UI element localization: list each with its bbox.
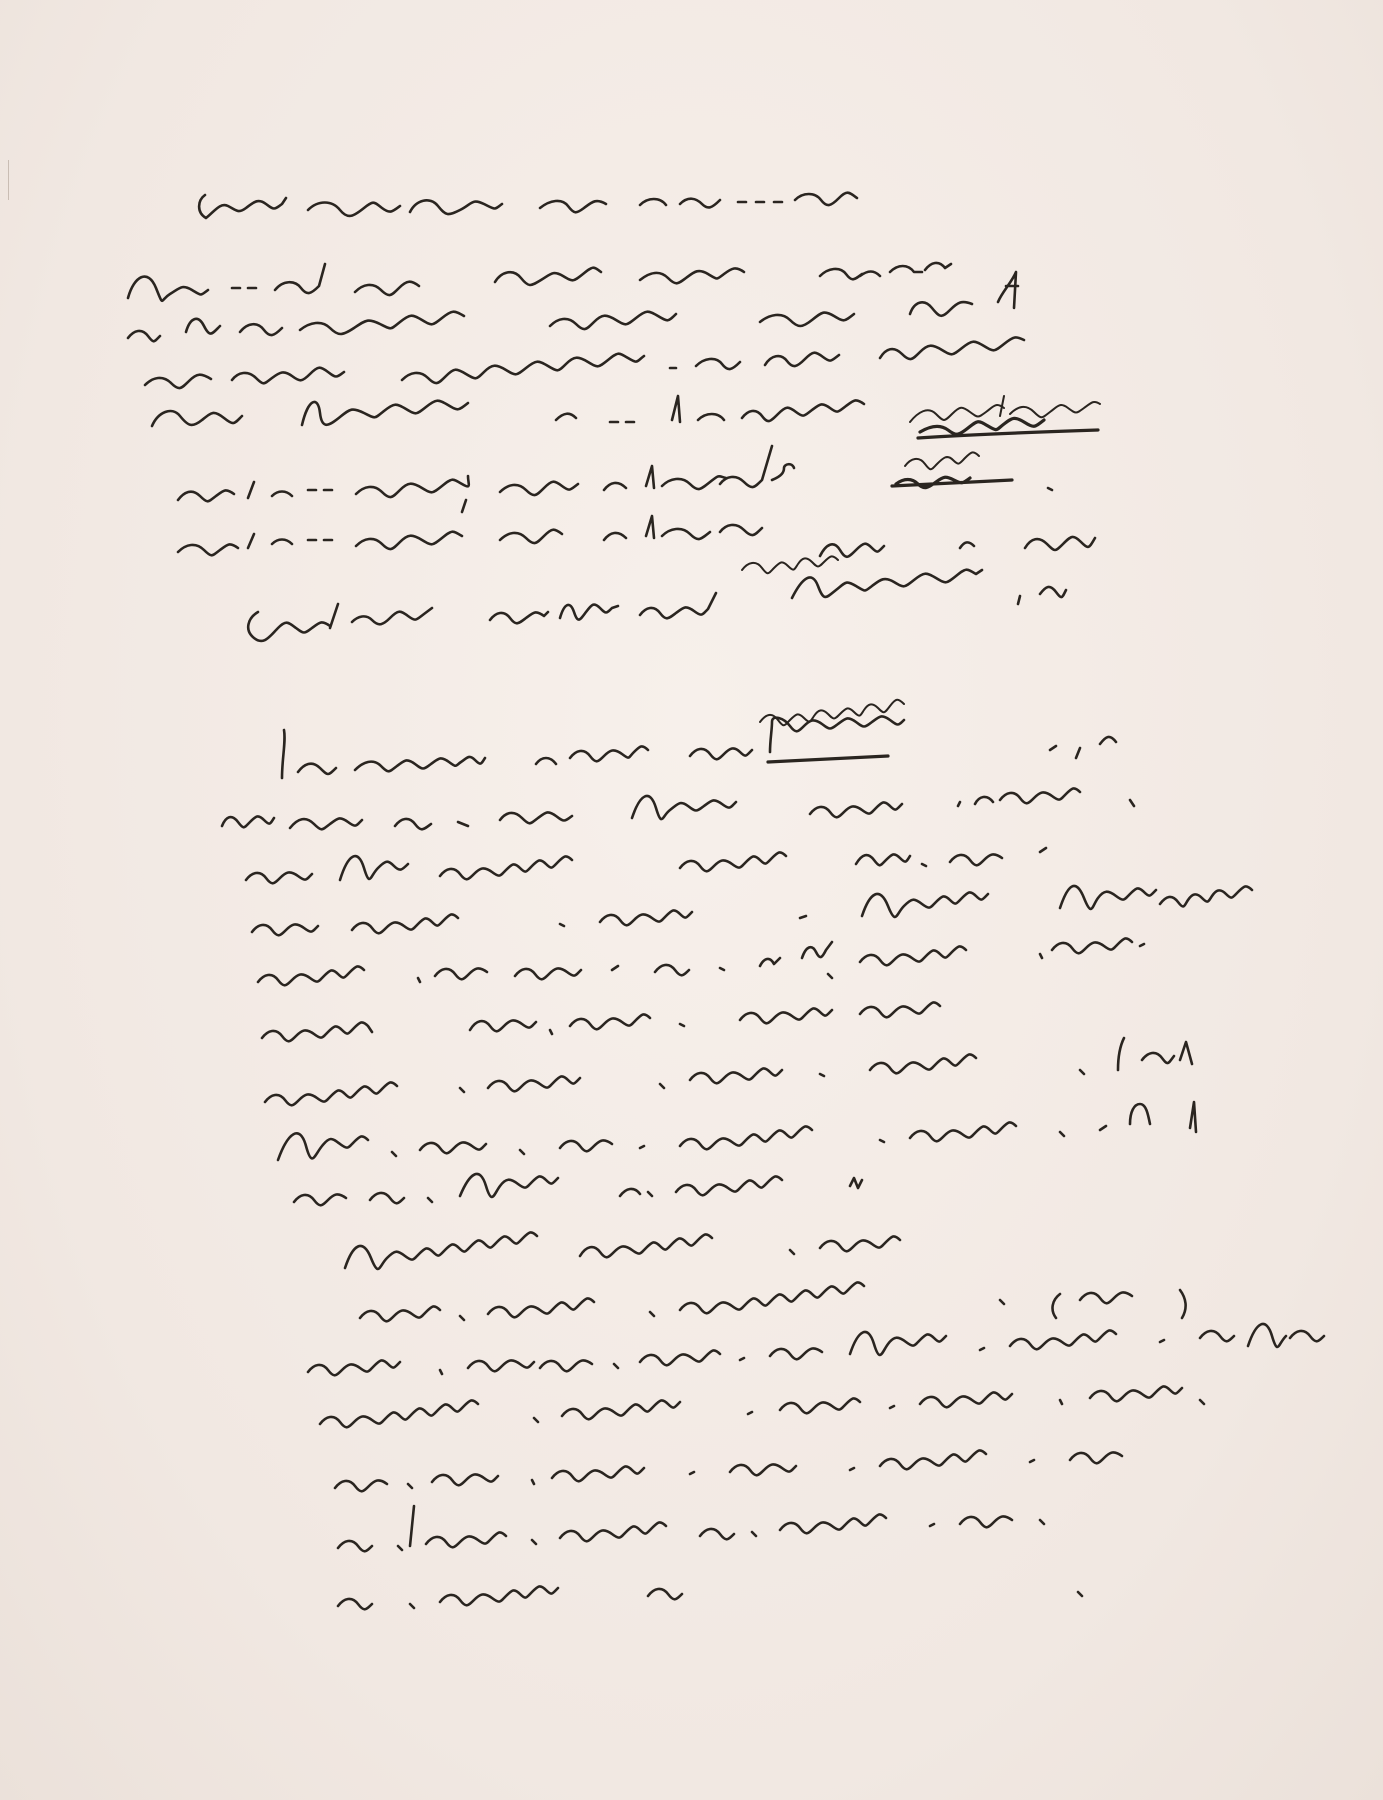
handwriting-line-5 — [152, 396, 864, 426]
handwriting-line-21 — [320, 1386, 1204, 1427]
handwriting-line-15 — [278, 1102, 1196, 1160]
handwriting-line-6-mid — [178, 516, 762, 555]
struck-word-2 — [892, 477, 1012, 487]
handwriting-line-7 — [248, 593, 716, 641]
handwriting-line-6-tail — [1025, 537, 1095, 550]
paragraph-4 — [308, 1232, 1324, 1609]
handwriting-line-14 — [265, 1038, 1192, 1105]
struck-word-1 — [918, 418, 1098, 438]
interlinear-insertion-3 — [742, 556, 838, 573]
handwriting-line-9 — [222, 788, 1134, 829]
interlinear-insertion-2 — [905, 452, 979, 469]
interlinear-insertion-4 — [760, 700, 904, 726]
interlinear-insertion-1 — [910, 396, 1100, 422]
handwriting-line-8 — [282, 716, 1116, 778]
handwriting-line-18 — [360, 1282, 1186, 1321]
handwriting-line-2 — [128, 263, 951, 301]
handwriting-line-6-tail-b — [820, 542, 974, 556]
handwriting-line-11 — [252, 886, 1252, 935]
handwriting-line-6-end — [1048, 488, 1052, 490]
handwriting-line-3 — [128, 272, 1018, 341]
handwriting-line-16 — [294, 1174, 862, 1205]
handwriting-line-10 — [246, 848, 1046, 883]
handwriting-line-23 — [338, 1506, 1044, 1551]
handwriting-line-20 — [540, 1330, 1234, 1371]
paragraph-1 — [128, 193, 1100, 557]
handwriting-line-22 — [335, 1450, 1122, 1491]
struck-word-3 — [768, 756, 888, 762]
paragraph-3 — [222, 700, 1252, 1206]
handwriting-line-17 — [345, 1232, 900, 1269]
handwriting-line-24 — [338, 1586, 1082, 1609]
handwriting-line-7-b — [792, 570, 1066, 604]
handwriting-line-1 — [199, 193, 857, 218]
handwriting-line-12 — [258, 938, 1144, 985]
handwriting-line-6 — [178, 446, 794, 512]
handwriting-line-13 — [262, 1002, 940, 1041]
handwriting-line-4 — [145, 337, 1024, 388]
paragraph-2 — [248, 556, 1066, 641]
